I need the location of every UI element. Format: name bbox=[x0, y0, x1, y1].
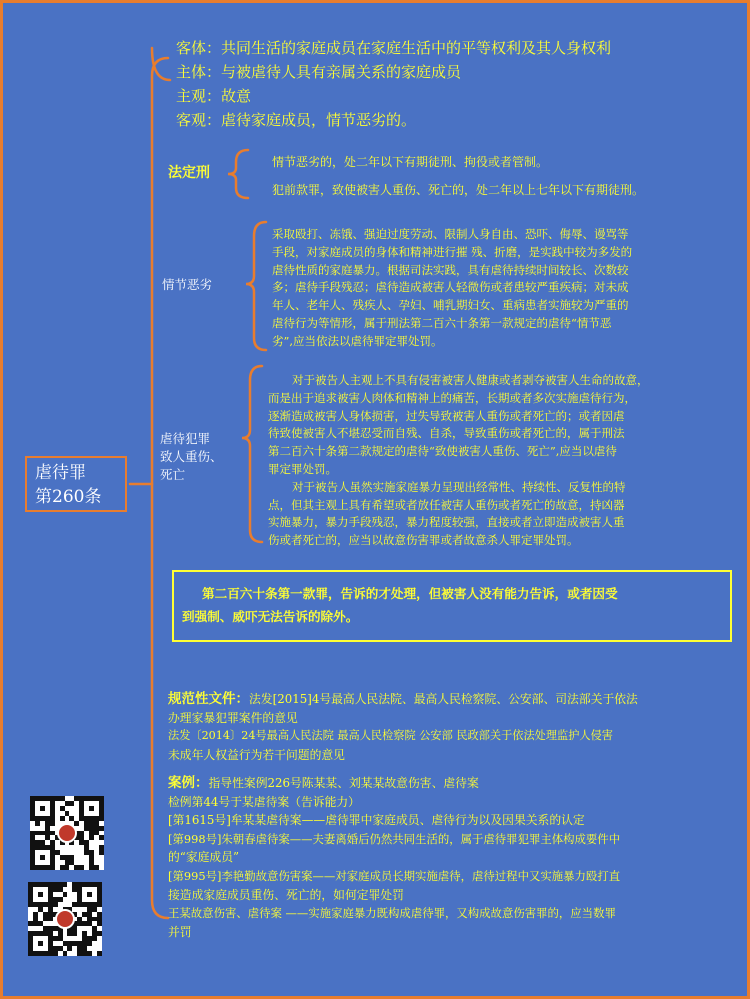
element-object: 客体：共同生活的家庭成员在家庭生活中的平等权利及其人身权利 bbox=[176, 39, 612, 57]
case-item: 的“家庭成员” bbox=[168, 850, 240, 865]
death-line: 第二百六十条第二款规定的虐待“致使被害人重伤、死亡”,应当以虐待 bbox=[268, 444, 617, 459]
death-text bbox=[268, 372, 649, 550]
case-item: [第995号]李艳勤故意伤害案——对家庭成员长期实施虐待，虐待过程中又实施暴力殴打直 bbox=[168, 868, 621, 883]
case-item: [第1615号]牟某某虐待案——虐待罪中家庭成员、虐待行为以及因果关系的认定 bbox=[168, 813, 585, 828]
death-line: 罪定罪处罚。 bbox=[268, 461, 337, 476]
qr-module bbox=[99, 865, 104, 870]
root-node bbox=[25, 456, 127, 512]
death-line: 伤或者死亡的，应当以故意伤害罪或者故意杀人罪定罪处罚。 bbox=[268, 533, 579, 548]
cases-section bbox=[168, 774, 620, 941]
element-subjective: 主观：故意 bbox=[176, 87, 252, 105]
elements-list bbox=[176, 36, 611, 132]
death-label-line: 虐待犯罪 bbox=[160, 431, 211, 446]
death-label bbox=[160, 430, 223, 484]
severe-line: 虐待行为等情形，属于刑法第二百六十条第一款规定的虐待“情节恶 bbox=[272, 315, 612, 330]
seal-icon bbox=[57, 823, 77, 843]
element-objective: 客观：虐待家庭成员，情节恶劣的。 bbox=[176, 111, 417, 129]
severe-line: 多；虐待手段残忍；虐待造成被害人轻微伤或者患较严重疾病；对未成 bbox=[272, 280, 629, 295]
death-line: 对于被告人主观上不具有侵害被害人健康或者剥夺被害人生命的故意， bbox=[292, 373, 649, 387]
death-line: 待致使被害人不堪忍受而自残、自杀，导致重伤或者死亡的，属于刑法 bbox=[268, 426, 625, 441]
case-item: [第998号]朱朝春虐待案——夫妻离婚后仍然共同生活的，属于虐待罪犯罪主体构成要件中 bbox=[168, 831, 621, 846]
documents-line: 法发[2015]4号最高人民法院、最高人民检察院、公安部、司法部关于依法 bbox=[249, 692, 638, 706]
qr-module bbox=[97, 951, 102, 956]
severe-label: 情节恶劣 bbox=[162, 277, 213, 292]
documents-section bbox=[168, 690, 638, 764]
death-line: 对于被告人虽然实施家庭暴力呈现出经常性、持续性、反复性的特 bbox=[292, 479, 626, 494]
severe-line: 年人、老年人、残疾人、孕妇、哺乳期妇女、重病患者实施较为严重的 bbox=[272, 298, 629, 313]
case-item: 检例第44号于某虐待案（告诉能力） bbox=[168, 794, 360, 809]
case-item: 接造成家庭成员重伤、死亡的，如何定罪处罚 bbox=[168, 887, 404, 902]
death-label-line: 死亡 bbox=[160, 467, 186, 482]
note-line: 第二百六十条第一款罪，告诉的才处理，但被害人没有能力告诉，或者因受 bbox=[202, 586, 618, 601]
element-subject: 主体：与被虐待人具有亲属关系的家庭成员 bbox=[176, 63, 462, 81]
penalty-item: 情节恶劣的，处二年以下有期徒刑、拘役或者管制。 bbox=[272, 155, 549, 169]
note-line: 到强制、威吓无法告诉的除外。 bbox=[182, 609, 359, 624]
documents-line: 法发〔2014〕24号最高人民法院 最高人民检察院 公安部 民政部关于依法处理监护人侵害 bbox=[168, 729, 613, 743]
penalty-label: 法定刑 bbox=[168, 165, 210, 181]
documents-line: 未成年人权益行为若干问题的意见 bbox=[168, 747, 345, 762]
seal-icon bbox=[55, 909, 75, 929]
death-label-line: 致人重伤、 bbox=[160, 449, 223, 464]
severe-text bbox=[272, 226, 632, 351]
cases-label: 案例： bbox=[168, 775, 209, 791]
death-line: 逐渐造成被害人身体损害，过失导致被害人重伤或者死亡的；或者因虐 bbox=[268, 408, 625, 423]
case-item: 王某故意伤害、虐待案 ——实施家庭暴力既构成虐待罪，又构成故意伤害罪的，应当数罪 bbox=[168, 906, 616, 921]
qr-code[interactable] bbox=[30, 796, 104, 870]
death-line: 而是出于追求被害人肉体和精神上的痛苦，长期或者多次实施虐待行为， bbox=[268, 390, 636, 405]
case-item: 并罚 bbox=[168, 924, 192, 939]
penalty-items bbox=[272, 148, 644, 204]
documents-line: 办理家暴犯罪案件的意见 bbox=[168, 710, 298, 725]
prosecution-note-box bbox=[172, 570, 732, 642]
documents-label: 规范性文件： bbox=[168, 691, 249, 707]
severe-line: 虐待性质的家庭暴力。根据司法实践，具有虐待持续时间较长、次数较 bbox=[272, 262, 629, 277]
death-line: 点，但其主观上具有希望或者放任被害人重伤或者死亡的故意，持凶器 bbox=[268, 497, 625, 512]
severe-line: 采取殴打、冻饿、强迫过度劳动、限制人身自由、恐吓、侮辱、谩骂等 bbox=[272, 227, 629, 241]
penalty-item: 犯前款罪，致使被害人重伤、死亡的，处二年以上七年以下有期徒刑。 bbox=[272, 183, 645, 197]
severe-line: 劣”,应当依法以虐待罪定罪处罚。 bbox=[272, 333, 443, 348]
case-item: 指导性案例226号陈某某、刘某某故意伤害、虐待案 bbox=[208, 776, 479, 790]
qr-code[interactable] bbox=[28, 882, 102, 956]
severe-line: 手段，对家庭成员的身体和精神进行摧 残、折磨，是实践中较为多发的 bbox=[272, 244, 633, 259]
root-article: 第260条 bbox=[35, 487, 102, 507]
death-line: 实施暴力，暴力手段残忍，暴力程度较强，直接或者立即造成被害人重 bbox=[268, 515, 625, 530]
root-title: 虐待罪 bbox=[35, 463, 86, 483]
